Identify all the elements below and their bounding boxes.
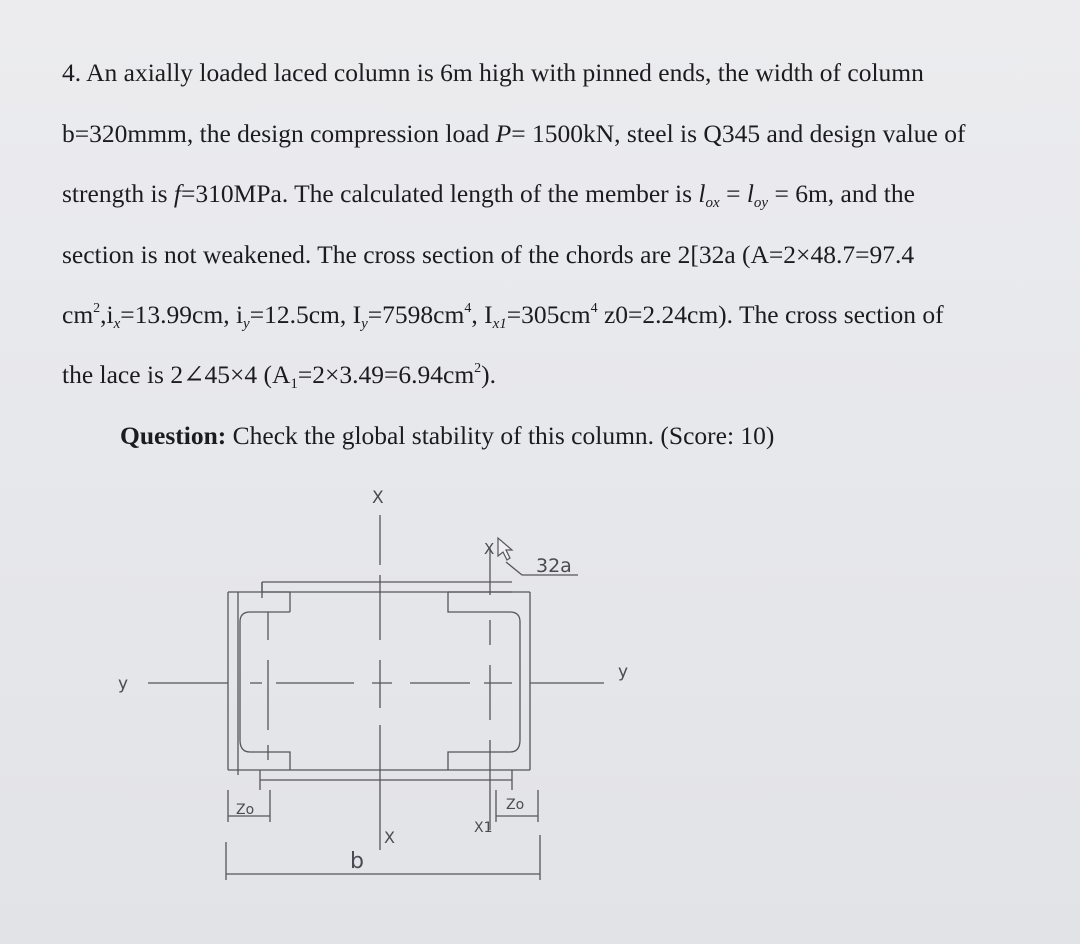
label-b: b bbox=[350, 849, 364, 874]
problem-number: 4. bbox=[62, 58, 82, 87]
problem-line-2: b=320mmm, the design compression load P= 1500kN, steel is Q345 and design value of bbox=[62, 119, 966, 148]
top-lace-plate bbox=[262, 582, 512, 592]
b-dimension bbox=[226, 835, 540, 880]
problem-line-3: strength is f=310MPa. The calculated length of the member is $l_{ox} = l_{oy} = 6m$, and the bbox=[62, 179, 915, 211]
problem-line-4: section is not weakened. The cross section of the chords are 2[32a (A=2×48.7=97.4 bbox=[62, 240, 915, 269]
bottom-lace-plate bbox=[228, 770, 530, 790]
label-y-left: y bbox=[118, 674, 129, 694]
left-channel-outer bbox=[228, 592, 290, 770]
label-x-bottom: X bbox=[384, 828, 395, 847]
problem-line-5: $cm^2,i_x=13.99cm$, $i_y=12.5cm$, $I_y=7598cm^4$, $I_{x1}=305cm^4$ z0=2.24cm). The cross section of bbox=[62, 300, 944, 332]
right-channel-outer bbox=[448, 592, 530, 770]
question-text: Check the global stability of this column. (Score: 10) bbox=[226, 421, 775, 450]
label-x-top: X bbox=[372, 488, 384, 508]
label-z0-right: Zo bbox=[506, 797, 525, 813]
left-channel bbox=[240, 612, 290, 770]
label-y-right: y bbox=[618, 662, 629, 682]
question-label: Question: bbox=[120, 421, 227, 450]
problem-line-1: 4. An axially loaded laced column is 6m high with pinned ends, the width of column bbox=[62, 58, 924, 87]
label-32a: 32a bbox=[536, 555, 572, 577]
label-x1-top: X bbox=[484, 540, 495, 558]
problem-line-6: the lace is 2∠45×4 $(A_1=2\times 3.49=6.94cm^2)$. bbox=[62, 360, 497, 392]
label-x1-bottom: X1 bbox=[474, 820, 493, 836]
right-channel bbox=[448, 592, 520, 770]
label-z0-left: Zo bbox=[236, 802, 255, 818]
cursor-icon bbox=[498, 538, 512, 560]
